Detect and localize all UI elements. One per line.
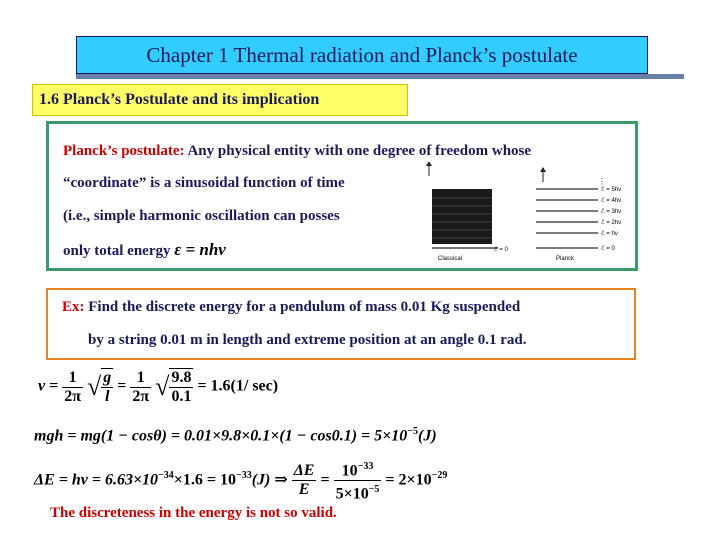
num-base: 10 [341, 462, 358, 480]
frac-den: E [298, 481, 310, 499]
planck-level-label: ℰ = 4hν [601, 198, 622, 204]
planck-level-label: ℰ = hν [601, 231, 618, 237]
postulate-line-1 [63, 143, 531, 160]
example-text-1: Find the discrete energy for a pendulum of mass 0.01 Kg suspended [84, 299, 521, 315]
planck-level-label: ℰ = 3hν [601, 209, 622, 215]
de-over-e [292, 462, 317, 499]
nu-lhs: ν = [38, 377, 59, 395]
frac-num: ΔE [293, 462, 315, 480]
energy-level-diagram [418, 162, 632, 266]
final-result: = 2×10 [385, 471, 432, 489]
de-mid: ×1.6 = 10 [173, 471, 236, 489]
planck-ellipsis: ⋮ [598, 177, 606, 186]
final-exponent: −29 [431, 470, 448, 482]
frac-num: g [103, 369, 112, 386]
g-over-l [101, 368, 113, 406]
classical-arrow-head [426, 162, 432, 166]
frac-num [334, 458, 382, 481]
equals-sign: = [320, 471, 330, 489]
den-base: 5×10 [335, 485, 369, 503]
de-exponent-2: −33 [236, 470, 252, 482]
sqrt-symbol: √ [155, 372, 170, 401]
slide-title-text: Chapter 1 Thermal radiation and Planck’s postulate [146, 42, 578, 67]
example-line-2: by a string 0.01 m in length and extreme position at an angle 0.1 rad. [88, 332, 527, 348]
frac-num: 1 [62, 369, 83, 388]
energy-quantum-equation [34, 458, 447, 504]
slide-title [76, 36, 648, 74]
planck-energy-formula: ε = nhν [174, 240, 226, 259]
planck-arrow-head [540, 167, 546, 172]
one-over-two-pi [62, 369, 83, 406]
frac-den: 0.1 [171, 388, 192, 405]
frac-num: 1 [130, 369, 151, 388]
planck-level-label: ℰ = 5hν [601, 187, 622, 193]
planck-level-labels [601, 186, 621, 252]
planck-level-label: ℰ = 0 [601, 246, 615, 252]
frac-num: 9.8 [171, 369, 192, 386]
classical-label: Classical [438, 256, 463, 262]
planck-levels [536, 189, 598, 248]
classical-continuum [432, 189, 492, 244]
den-exponent: −5 [368, 484, 380, 496]
classical-zero-label: ℰ = 0 [494, 247, 508, 253]
de-exponent-1: −34 [158, 470, 174, 482]
planck-level-label: ℰ = 2hν [601, 220, 622, 226]
de-lhs: ΔE = hν = 6.63×10 [34, 471, 159, 489]
mgh-exponent: −5 [407, 426, 418, 437]
section-heading [32, 84, 408, 116]
postulate-text-1: Any physical entity with one degree of freedom whose [184, 143, 532, 159]
mgh-line: mgh = mg(1 − cosθ) = 0.01×9.8×0.1×(1 − cos0.1) = 5×10 [34, 427, 408, 445]
postulate-line-4 [63, 240, 226, 260]
section-heading-text: 1.6 Planck’s Postulate and its implication [39, 91, 320, 108]
num-exponent: −33 [357, 461, 374, 472]
frac-den: l [105, 388, 110, 405]
postulate-text-4: only total energy [63, 243, 171, 259]
frac-den: 2π [132, 387, 150, 405]
sqrt-symbol: √ [86, 372, 102, 401]
equals-sign: = [117, 377, 127, 395]
de-unit: (J) ⇒ [251, 471, 288, 489]
frac-den: 2π [64, 387, 81, 405]
frac-den [334, 481, 382, 503]
conclusion-text: The discreteness in the energy is not so valid. [50, 505, 337, 521]
example-line-1 [62, 299, 520, 316]
title-underline [76, 74, 684, 79]
example-box [46, 288, 636, 360]
planck-label: Planck [556, 256, 575, 262]
postulate-line-2: “coordinate” is a sinusoidal function of time [63, 175, 345, 191]
nu-result: = 1.6(1/ sec) [197, 377, 279, 395]
example-term: Ex: [62, 299, 85, 315]
potential-energy-equation [34, 426, 437, 445]
ratio-fraction [334, 458, 382, 504]
mgh-unit: (J) [417, 427, 437, 445]
g-over-l-values [169, 368, 193, 406]
postulate-term: Planck’s postulate: [63, 143, 185, 159]
postulate-line-3: (i.e., simple harmonic oscillation can posses [63, 208, 340, 224]
one-over-two-pi-2 [130, 369, 151, 406]
frequency-equation [38, 368, 278, 406]
